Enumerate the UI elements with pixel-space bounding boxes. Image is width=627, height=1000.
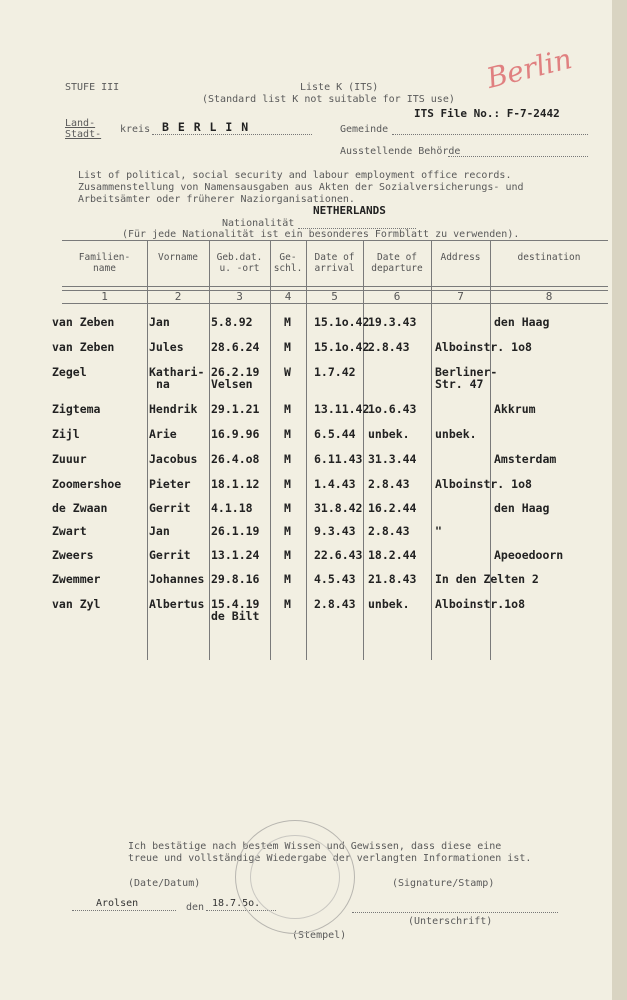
cell-geb: 26.2.19 bbox=[211, 365, 260, 379]
cell-geb: 29.8.16 bbox=[211, 572, 260, 586]
cell-name: Zweers bbox=[52, 548, 94, 562]
cell-name: de Zwaan bbox=[52, 501, 108, 515]
cell-addr: Alboinstr.1o8 bbox=[435, 597, 526, 611]
cell-dest: Apeoedoorn bbox=[494, 548, 564, 562]
cell-sex: M bbox=[284, 597, 291, 611]
cell-arr: 9.3.43 bbox=[314, 524, 356, 538]
cell-addr: unbek. bbox=[435, 427, 477, 441]
nationality-note: (Für jede Nationalität ist ein besonderes Formblatt zu verwenden). bbox=[122, 229, 520, 240]
table-header-rule-1 bbox=[62, 286, 608, 287]
cell-arr: 13.11.42 bbox=[314, 402, 370, 416]
column-header-6 bbox=[363, 252, 431, 274]
cell-sex: M bbox=[284, 452, 291, 466]
column-header-line-2: departure bbox=[371, 263, 423, 274]
column-header-line-1: Date of bbox=[314, 252, 355, 263]
cell-dest: den Haag bbox=[494, 315, 550, 329]
stempel-label: (Stempel) bbox=[292, 930, 347, 941]
cell-name: van Zeben bbox=[52, 315, 115, 329]
cell-sex: M bbox=[284, 524, 291, 538]
column-header-line-1: destination bbox=[517, 252, 581, 263]
column-number-4: 4 bbox=[284, 290, 292, 303]
cell-dest: den Haag bbox=[494, 501, 550, 515]
column-number-1: 1 bbox=[101, 290, 108, 303]
its-file-number: ITS File No.: F-7-2442 bbox=[414, 107, 560, 120]
cell-dep: 18.2.44 bbox=[368, 548, 417, 562]
stufe-label: STUFE III bbox=[65, 82, 120, 93]
cell-vorname: Gerrit bbox=[149, 501, 191, 515]
liste-subtitle: (Standard list K not suitable for ITS use) bbox=[202, 94, 455, 105]
cell-vorname: Jan bbox=[149, 524, 170, 538]
column-number-2: 2 bbox=[174, 290, 182, 303]
cell-arr: 15.1o.42 bbox=[314, 315, 370, 329]
cell-name: Zuuur bbox=[52, 452, 87, 466]
page-edge-strip bbox=[612, 0, 627, 1000]
date-value: 18.7.5o. bbox=[212, 898, 261, 909]
column-header-4 bbox=[270, 252, 306, 274]
column-header-line-2: name bbox=[93, 263, 116, 274]
col-divider-3 bbox=[270, 240, 271, 660]
description-line-1: List of political, social security and labour employment office records. bbox=[78, 170, 512, 181]
column-header-line-2: arrival bbox=[314, 263, 355, 274]
column-number-7: 7 bbox=[457, 290, 464, 303]
column-header-line-2: schl. bbox=[273, 263, 303, 274]
cell-addr2: Str. 47 bbox=[435, 377, 484, 391]
cell-geb: 16.9.96 bbox=[211, 427, 260, 441]
cell-name: Zigtema bbox=[52, 402, 101, 416]
cell-arr: 4.5.43 bbox=[314, 572, 356, 586]
cell-dep: 31.3.44 bbox=[368, 452, 417, 466]
table-top-rule bbox=[62, 240, 608, 241]
cell-dep: 19.3.43 bbox=[368, 315, 417, 329]
column-header-line-1: Ge- bbox=[279, 252, 297, 263]
cell-sex: M bbox=[284, 501, 291, 515]
kreis-value: B E R L I N bbox=[162, 120, 250, 134]
cell-addr: Alboinstr. 1o8 bbox=[435, 340, 532, 354]
cell-vorname: Johannes bbox=[149, 572, 205, 586]
cell-dep: 2.8.43 bbox=[368, 524, 410, 538]
den-label: den bbox=[186, 902, 205, 913]
cell-arr: 2.8.43 bbox=[314, 597, 356, 611]
cell-vorname: Albertus bbox=[149, 597, 205, 611]
cell-sex: M bbox=[284, 548, 291, 562]
cell-geb2: de Bilt bbox=[211, 609, 260, 623]
unterschrift-label: (Unterschrift) bbox=[408, 916, 493, 927]
table-number-rule bbox=[62, 303, 608, 304]
cell-vorname: Kathari- bbox=[149, 365, 205, 379]
cell-dep: 2.8.43 bbox=[368, 477, 410, 491]
nationality-label: Nationalität bbox=[222, 218, 295, 229]
cell-name: van Zyl bbox=[52, 597, 101, 611]
cell-dest: Akkrum bbox=[494, 402, 536, 416]
cell-geb: 5.8.92 bbox=[211, 315, 253, 329]
kreis-label: kreis bbox=[120, 124, 151, 135]
col-divider-2 bbox=[209, 240, 210, 660]
confirmation-line-2: treue und vollständige Wiedergabe der verlangten Informationen ist. bbox=[128, 853, 532, 864]
gemeinde-label: Gemeinde bbox=[340, 124, 389, 135]
column-header-line-1: Vorname bbox=[157, 252, 199, 263]
cell-geb: 18.1.12 bbox=[211, 477, 260, 491]
column-header-1 bbox=[62, 252, 147, 274]
cell-vorname2: na bbox=[156, 377, 170, 391]
column-header-8 bbox=[490, 252, 608, 263]
cell-vorname: Hendrik bbox=[149, 402, 198, 416]
cell-dep: unbek. bbox=[368, 597, 410, 611]
cell-addr: " bbox=[435, 524, 442, 538]
column-header-line-1: Date of bbox=[376, 252, 418, 263]
cell-dep: 2.8.43 bbox=[368, 340, 410, 354]
cell-name: Zegel bbox=[52, 365, 87, 379]
cell-geb: 26.1.19 bbox=[211, 524, 260, 538]
stadt-label: Stadt- bbox=[65, 129, 102, 140]
cell-name: van Zeben bbox=[52, 340, 115, 354]
cell-geb: 4.1.18 bbox=[211, 501, 253, 515]
stamp-seal-inner bbox=[250, 835, 340, 919]
col-divider-6 bbox=[431, 240, 432, 660]
cell-name: Zwemmer bbox=[52, 572, 101, 586]
cell-sex: M bbox=[284, 572, 291, 586]
cell-vorname: Arie bbox=[149, 427, 177, 441]
cell-addr: In den Zelten 2 bbox=[435, 572, 539, 586]
cell-name: Zijl bbox=[52, 427, 80, 441]
cell-geb: 13.1.24 bbox=[211, 548, 260, 562]
handwritten-mark: Berlin bbox=[483, 42, 576, 95]
gemeinde-dots bbox=[392, 134, 588, 135]
cell-sex: W bbox=[284, 365, 291, 379]
cell-name: Zwart bbox=[52, 524, 87, 538]
column-header-line-1: Familien- bbox=[78, 252, 131, 263]
cell-geb: 15.4.19 bbox=[211, 597, 260, 611]
cell-sex: M bbox=[284, 315, 291, 329]
behoerde-dots bbox=[448, 156, 588, 157]
cell-vorname: Jules bbox=[149, 340, 184, 354]
liste-title: Liste K (ITS) bbox=[300, 82, 379, 93]
column-header-line-2: u. -ort bbox=[219, 263, 260, 274]
cell-sex: M bbox=[284, 477, 291, 491]
column-header-3 bbox=[209, 252, 270, 274]
cell-geb: 29.1.21 bbox=[211, 402, 260, 416]
cell-arr: 6.5.44 bbox=[314, 427, 356, 441]
column-header-5 bbox=[306, 252, 363, 274]
nationality-value: NETHERLANDS bbox=[313, 204, 386, 217]
column-number-5: 5 bbox=[331, 290, 338, 303]
kreis-dots bbox=[152, 134, 312, 135]
place-value: Arolsen bbox=[96, 898, 139, 909]
cell-addr: Alboinstr. 1o8 bbox=[435, 477, 532, 491]
column-number-6: 6 bbox=[393, 290, 401, 303]
cell-dest: Amsterdam bbox=[494, 452, 557, 466]
cell-arr: 1.7.42 bbox=[314, 365, 356, 379]
cell-dep: 21.8.43 bbox=[368, 572, 417, 586]
date-label: (Date/Datum) bbox=[128, 878, 201, 889]
cell-sex: M bbox=[284, 402, 291, 416]
cell-geb: 26.4.o8 bbox=[211, 452, 260, 466]
col-divider-1 bbox=[147, 240, 148, 660]
cell-dep: 16.2.44 bbox=[368, 501, 417, 515]
cell-vorname: Jacobus bbox=[149, 452, 198, 466]
signature-label: (Signature/Stamp) bbox=[392, 878, 495, 889]
cell-dep: unbek. bbox=[368, 427, 410, 441]
cell-arr: 15.1o.42 bbox=[314, 340, 370, 354]
cell-geb2: Velsen bbox=[211, 377, 253, 391]
cell-arr: 1.4.43 bbox=[314, 477, 356, 491]
cell-geb: 28.6.24 bbox=[211, 340, 260, 354]
cell-name: Zoomershoe bbox=[52, 477, 122, 491]
cell-sex: M bbox=[284, 340, 291, 354]
cell-sex: M bbox=[284, 427, 291, 441]
description-line-2: Zusammenstellung von Namensausgaben aus Akten der Sozialversicherungs- und bbox=[78, 182, 524, 193]
column-header-7 bbox=[431, 252, 490, 263]
cell-addr: Berliner- bbox=[435, 365, 498, 379]
col-divider-5 bbox=[363, 240, 364, 660]
cell-vorname: Jan bbox=[149, 315, 170, 329]
cell-dep: 1o.6.43 bbox=[368, 402, 417, 416]
confirmation-line-1: Ich bestätige nach bestem Wissen und Gewissen, dass diese eine bbox=[128, 841, 502, 852]
column-header-line-1: Address bbox=[440, 252, 481, 263]
cell-arr: 22.6.43 bbox=[314, 548, 363, 562]
cell-vorname: Gerrit bbox=[149, 548, 191, 562]
description-line-3: Arbeitsämter oder früherer Naziorganisationen. bbox=[78, 194, 355, 205]
column-header-2 bbox=[147, 252, 209, 263]
behoerde-label: Ausstellende Behörde bbox=[340, 146, 461, 157]
signature-dots bbox=[352, 912, 558, 913]
col-divider-4 bbox=[306, 240, 307, 660]
cell-vorname: Pieter bbox=[149, 477, 191, 491]
cell-arr: 31.8.42 bbox=[314, 501, 363, 515]
place-dots bbox=[72, 910, 176, 911]
column-number-8: 8 bbox=[545, 290, 553, 303]
column-number-3: 3 bbox=[236, 290, 243, 303]
cell-arr: 6.11.43 bbox=[314, 452, 363, 466]
column-header-line-1: Geb.dat. bbox=[216, 252, 263, 263]
land-label: Land- bbox=[65, 118, 96, 129]
